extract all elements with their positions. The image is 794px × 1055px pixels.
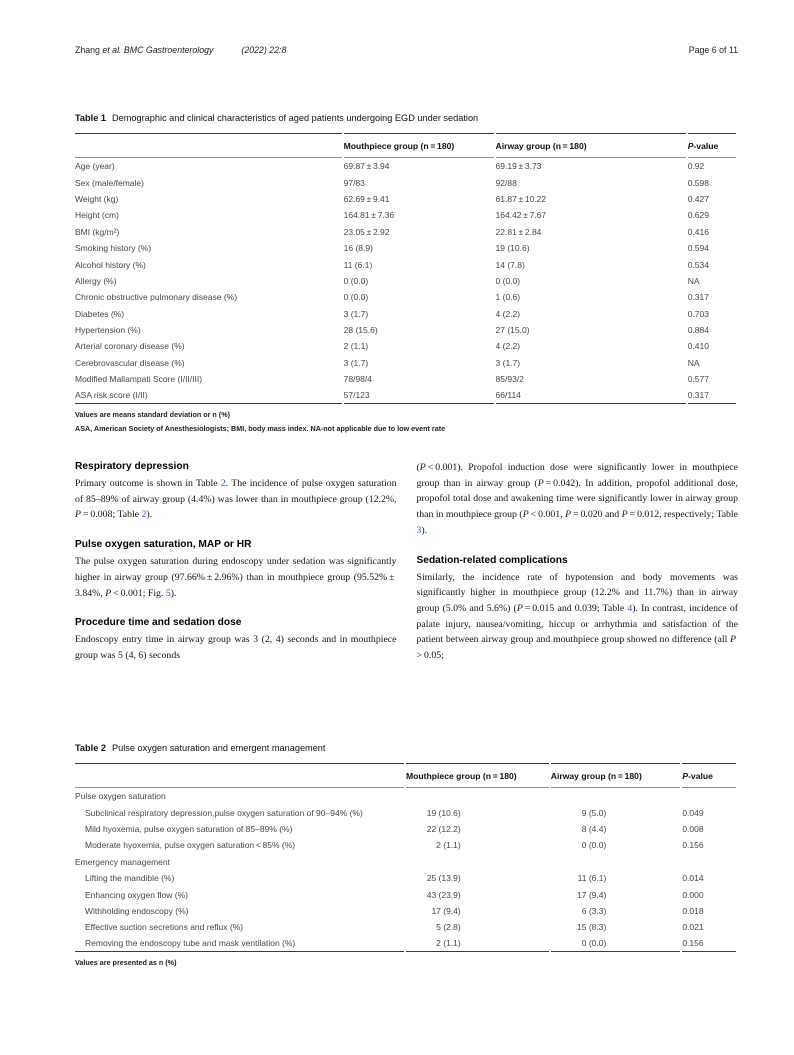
table-row	[75, 355, 736, 371]
table-cell: 0 (0.0)	[343, 275, 369, 286]
italic-text: P	[687, 140, 694, 151]
text-segment: ).	[170, 587, 177, 599]
table-cell: BMI (kg/m²)	[75, 226, 120, 237]
section-heading-sedation-complications: Sedation-related complications	[416, 554, 568, 566]
table-cell: 61.87 ± 10.22	[495, 193, 547, 204]
table-row	[75, 788, 736, 804]
body-text	[75, 460, 738, 664]
table-2	[73, 763, 738, 952]
table-cell: 0.92	[687, 161, 705, 172]
table-cell: 0.577	[687, 374, 709, 385]
table-cell: Lifting the mandible (%)	[85, 873, 175, 884]
table-row	[75, 886, 736, 902]
column-header: Mouthpiece group (n = 180)	[344, 133, 494, 158]
text-segment: = 0.042). In addition, propofol additional dose, propofol total dose and awakening time were significantly lower in airway group than in mouthpiece group (	[416, 477, 738, 521]
table-cell: 4 (2.2)	[495, 308, 521, 319]
italic-text: P	[730, 634, 737, 646]
table-cell: 3 (1.7)	[343, 357, 369, 368]
table-cell: 0.156	[682, 936, 736, 952]
table-cell: Effective suction secretions and reflux (%)	[85, 922, 244, 933]
text-segment: ).	[146, 509, 153, 521]
table-row	[75, 919, 736, 935]
cross-reference-link[interactable]: 2	[220, 478, 226, 489]
text-segment: > 0.05;	[416, 634, 738, 662]
table-row	[75, 821, 736, 837]
table-row	[75, 207, 736, 223]
table-cell: 0.703	[687, 308, 709, 319]
table-cell: ASA risk score (I/II)	[75, 387, 342, 403]
table-cell: Modified Mallampati Score (I/II/III)	[75, 374, 203, 385]
table-cell: 0 (0.0)	[495, 275, 521, 286]
table-cell: 2 (1.1)	[436, 840, 461, 851]
table-cell: 6 (3.3)	[581, 905, 607, 916]
journal-name: et al. BMC Gastroenterology	[102, 45, 214, 55]
table-cell: 0.884	[687, 325, 709, 336]
text-segment: -value	[693, 140, 719, 151]
table-cell: 5 (2.8)	[436, 922, 461, 933]
table-cell: Withholding endoscopy (%)	[85, 905, 189, 916]
table-cell: 22.81 ± 2.84	[495, 226, 542, 237]
table-cell: 0 (0.0)	[551, 936, 681, 952]
column-header	[688, 133, 736, 158]
table-row	[75, 338, 736, 354]
section-heading-pulse-oxygen-saturation: Pulse oxygen saturation, MAP or HR	[75, 539, 252, 551]
table-cell: Enhancing oxygen flow (%)	[85, 889, 189, 900]
text-segment: The pulse oxygen saturation during endoscopy under sedation was significantly higher in airway group (97.66% ± 2.96%) than in mouthpiece group (95.52% ± 3.84%,	[75, 556, 397, 599]
table-section-label: Emergency management	[75, 856, 170, 867]
text-segment: < 0.001). Propofol induction dose were significantly lower in mouthpiece group than in airway group (	[416, 462, 738, 489]
text-segment: ). In contrast, incidence of palate injury, nausea/vomiting, hiccup or arrhythmia and satisfaction of the patient between airway group and mouthpiece group showed no difference (all	[416, 602, 739, 646]
citation: (2022) 22:8	[241, 45, 287, 55]
table-1-section	[75, 112, 738, 438]
table-1-label: Table 1	[75, 113, 106, 123]
italic-text: P	[565, 509, 572, 521]
cross-reference-link[interactable]: 2	[141, 509, 147, 521]
table-cell: 0.018	[682, 905, 704, 916]
table-cell: 0.000	[682, 889, 704, 900]
table-2-label: Table 2	[75, 743, 106, 753]
italic-text: P	[516, 602, 523, 614]
table-cell: Allergy (%)	[75, 275, 117, 286]
table-row	[75, 174, 736, 190]
table-row	[75, 273, 736, 289]
text-segment: < 0.001; Fig.	[111, 587, 166, 599]
table-cell: 69.87 ± 3.94	[343, 161, 390, 172]
italic-text: P	[419, 462, 426, 473]
table-cell: 0.014	[682, 873, 704, 884]
right-column	[417, 460, 739, 664]
table-cell: Hypertension (%)	[75, 325, 141, 336]
table-cell: Removing the endoscopy tube and mask ventilation (%)	[75, 936, 404, 952]
table-cell: 0.156	[682, 840, 704, 851]
table-cell: 3 (1.7)	[343, 308, 369, 319]
table-cell: 57/123	[344, 387, 494, 403]
italic-text: P	[621, 509, 628, 521]
table-row	[75, 903, 736, 919]
table-cell: 164.81 ± 7.36	[343, 210, 395, 221]
table-cell: 11 (6.1)	[343, 259, 373, 270]
table-cell: Smoking history (%)	[75, 243, 152, 254]
table-cell: 14 (7.8)	[495, 259, 525, 270]
table-row	[75, 289, 736, 305]
table-1-caption	[75, 112, 738, 124]
table-row	[75, 371, 736, 387]
table-cell: 0 (0.0)	[581, 840, 607, 851]
table-cell: 66/114	[496, 387, 686, 403]
table-2-caption	[75, 742, 738, 754]
table-1-caption-text: Demographic and clinical characteristics of aged patients undergoing EGD under sedation	[111, 113, 479, 123]
paragraph	[75, 476, 397, 523]
italic-text: P	[75, 509, 81, 521]
paragraph	[75, 554, 397, 601]
table-cell: 0.534	[687, 259, 709, 270]
table-cell: 3 (1.7)	[495, 357, 521, 368]
cross-reference-link[interactable]: 4	[627, 602, 633, 614]
table-cell: Alcohol history (%)	[75, 259, 146, 270]
text-segment: = 0.012, respectively; Table	[627, 509, 739, 521]
table-2-caption-text: Pulse oxygen saturation and emergent management	[111, 743, 326, 753]
table-cell: Cerebrovascular disease (%)	[75, 357, 185, 368]
table-cell: 2 (1.1)	[343, 341, 369, 352]
table-footnote: Values are presented as n (%)	[75, 957, 177, 967]
text-segment: -value	[688, 770, 713, 781]
table-cell: 4 (2.2)	[495, 341, 521, 352]
text-segment: = 0.020 and	[571, 509, 622, 521]
table-cell: 0.598	[687, 177, 709, 188]
table-cell: Diabetes (%)	[75, 308, 125, 319]
table-cell: 0.049	[682, 807, 704, 818]
table-section-label: Pulse oxygen saturation	[75, 791, 166, 802]
table-cell: 16 (8.9)	[343, 243, 373, 254]
text-segment: = 0.008; Table	[80, 509, 142, 521]
table-cell: 19 (10.6)	[495, 243, 530, 254]
table-cell: Subclinical respiratory depression,pulse oxygen saturation of 90–94% (%)	[85, 807, 363, 818]
table-row	[75, 804, 736, 820]
table-row	[75, 854, 736, 870]
table-cell: 9 (5.0)	[581, 807, 607, 818]
column-header	[682, 763, 736, 788]
column-header	[75, 133, 342, 158]
column-header: Airway group (n = 180)	[496, 133, 686, 158]
left-column	[75, 460, 397, 664]
table-1-footnotes	[75, 410, 738, 433]
italic-text: P	[105, 587, 112, 599]
table-cell: Weight (kg)	[75, 193, 119, 204]
table-cell: 28 (15.6)	[343, 325, 378, 336]
text-segment: Similarly, the incidence rate of hypotension and body movements was significantly higher in mouthpiece group (12.2% and 11.7%) than in airway group (5.0% and 5.6%) (	[416, 571, 738, 614]
table-footnote: Values are means standard deviation or n (%)	[75, 409, 230, 419]
cross-reference-link[interactable]: 5	[165, 587, 171, 599]
table-cell: 15 (8.3)	[577, 922, 607, 933]
table-1	[73, 133, 738, 404]
table-cell: 27 (15.0)	[495, 325, 530, 336]
table-cell: 2 (1.1)	[406, 936, 549, 952]
table-cell: Chronic obstructive pulmonary disease (%)	[75, 292, 238, 303]
table-cell: 0.594	[687, 243, 709, 254]
table-cell: NA	[687, 275, 700, 286]
table-cell: 0.021	[682, 922, 704, 933]
author-name: Zhang	[75, 45, 103, 55]
table-cell: 0.629	[687, 210, 709, 221]
table-cell: 0 (0.0)	[343, 292, 369, 303]
table-header-row	[75, 763, 736, 788]
table-row	[75, 158, 736, 174]
text-segment: = 0.015 and 0.039; Table	[522, 602, 628, 614]
table-cell: 0.008	[682, 823, 704, 834]
section-heading-procedure-time: Procedure time and sedation dose	[75, 617, 242, 629]
table-cell: 17 (9.4)	[431, 905, 461, 916]
table-cell: 0.410	[687, 341, 709, 352]
table-cell: 1 (0.6)	[495, 292, 521, 303]
table-cell: 78/98/4	[343, 374, 372, 385]
table-cell: 0.416	[687, 226, 709, 237]
table-cell: NA	[687, 357, 700, 368]
table-cell: 11 (6.1)	[577, 873, 607, 884]
table-header-row	[75, 133, 736, 158]
paragraph	[75, 632, 397, 663]
table-cell: 97/83	[343, 177, 365, 188]
table-cell: Mild hyoxemia, pulse oxygen saturation of 85–89% (%)	[85, 823, 293, 834]
table-cell: 17 (9.4)	[577, 889, 607, 900]
table-row	[75, 191, 736, 207]
table-cell: 85/93/2	[495, 374, 524, 385]
table-row	[75, 387, 736, 403]
table-cell: 0.317	[687, 292, 709, 303]
text-segment: Endoscopy entry time in airway group was 3 (2, 4) seconds and in mouthpiece group was 5 (4, 6) seconds	[75, 634, 397, 661]
table-cell: 25 (13.9)	[426, 873, 461, 884]
text-segment: (	[416, 462, 420, 473]
table-cell: 69.19 ± 3.73	[495, 161, 542, 172]
table-cell: 8 (4.4)	[581, 823, 607, 834]
table-row	[75, 870, 736, 886]
text-segment: ).	[421, 524, 428, 536]
column-header	[75, 763, 404, 788]
italic-text: P	[682, 770, 689, 781]
table-cell: 23.05 ± 2.92	[343, 226, 390, 237]
table-2-section	[75, 742, 738, 972]
table-cell: 0.317	[688, 387, 736, 403]
table-row	[75, 306, 736, 322]
cross-reference-link[interactable]: 3	[416, 524, 422, 536]
table-row	[75, 240, 736, 256]
column-header: Mouthpiece group (n = 180)	[406, 763, 549, 788]
table-cell: 0.427	[687, 193, 709, 204]
text-segment: Primary outcome is shown in Table	[75, 478, 221, 489]
text-segment: . The incidence of pulse oxygen saturation of 85–89% of airway group (4.4%) was lower than in mouthpiece group (12.2%,	[75, 478, 397, 505]
column-header: Airway group (n = 180)	[551, 763, 681, 788]
table-row	[75, 224, 736, 240]
section-heading-respiratory-depression: Respiratory depression	[75, 461, 189, 472]
italic-text: P	[537, 477, 544, 489]
table-cell: Height (cm)	[75, 210, 119, 221]
table-footnote: ASA, American Society of Anesthesiologists; BMI, body mass index. NA-not applicable due to low event rate	[75, 423, 446, 433]
table-row	[75, 256, 736, 272]
running-head	[75, 44, 738, 56]
table-cell: Moderate hyoxemia, pulse oxygen saturation < 85% (%)	[85, 840, 296, 851]
paragraph	[417, 570, 739, 664]
text-segment: < 0.001,	[528, 509, 566, 521]
table-row	[75, 936, 736, 952]
table-2-footnotes	[75, 958, 738, 967]
table-cell: Arterial coronary disease (%)	[75, 341, 185, 352]
table-row	[75, 322, 736, 338]
table-cell: 164.42 ± 7.67	[495, 210, 547, 221]
table-cell: 19 (10.6)	[426, 807, 461, 818]
table-cell: 22 (12.2)	[426, 823, 461, 834]
italic-text: P	[522, 509, 529, 521]
table-cell: 92/88	[495, 177, 517, 188]
page-number: Page 6 of 11	[688, 45, 738, 55]
table-cell: Age (year)	[75, 161, 115, 172]
table-cell: 62.69 ± 9.41	[343, 193, 390, 204]
paragraph	[417, 460, 739, 539]
table-cell: 43 (23.9)	[426, 889, 461, 900]
table-row	[75, 837, 736, 853]
journal-citation	[75, 44, 286, 56]
table-cell: Sex (male/female)	[75, 177, 144, 188]
